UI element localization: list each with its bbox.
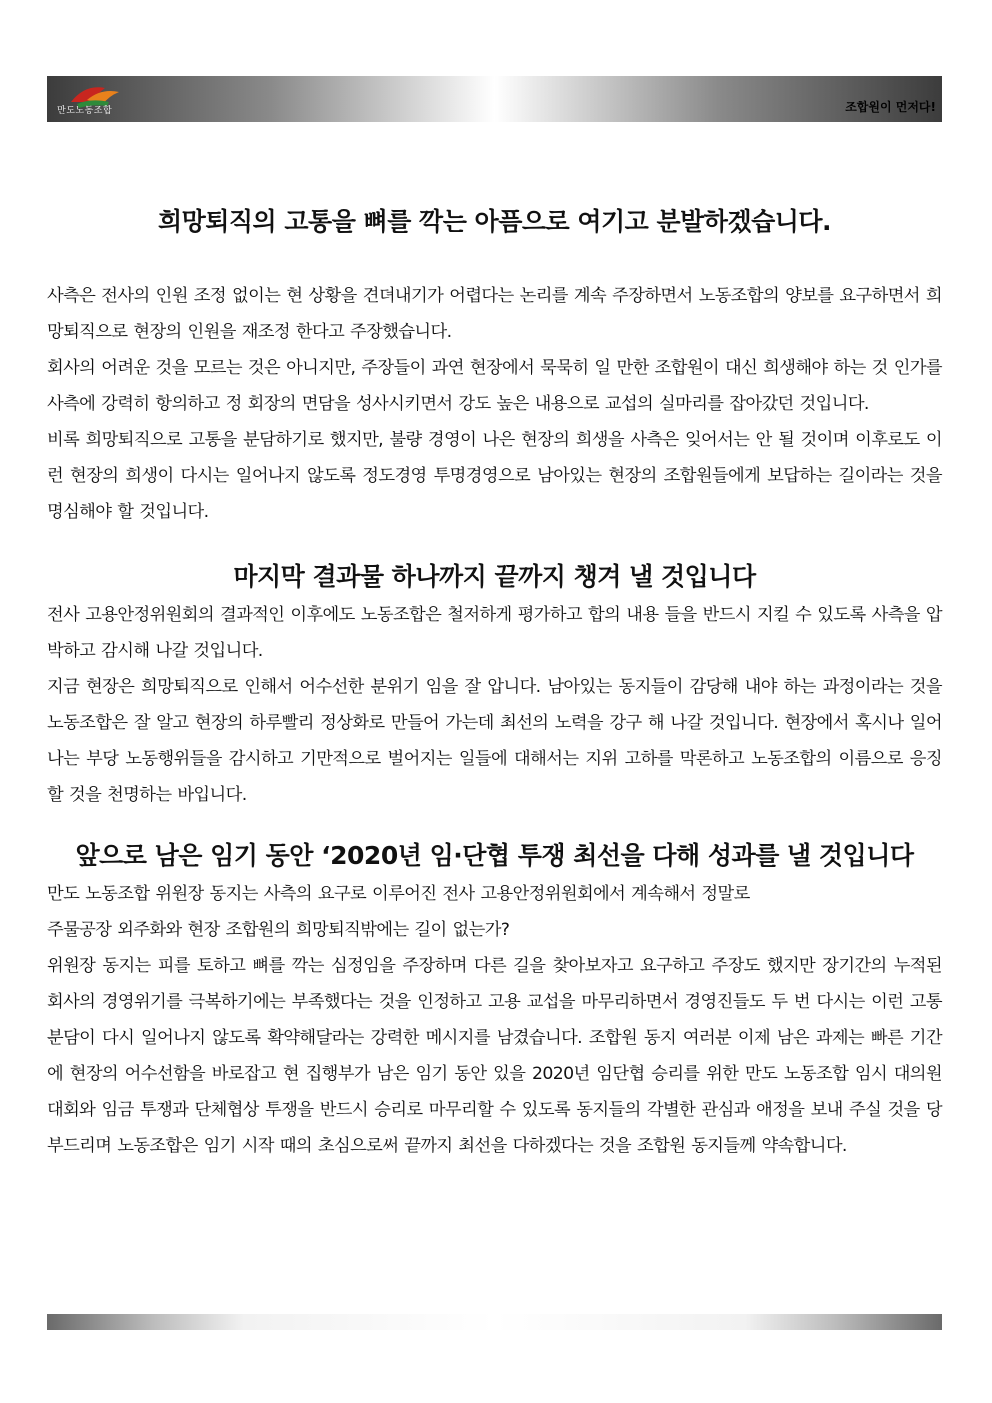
- footer-bar: [47, 1314, 942, 1330]
- section-followup: [47, 557, 942, 813]
- paragraph: 비록 희망퇴직으로 고통을 분담하기로 했지만, 불량 경영이 나은 현장의 희생을 사측은 잊어서는 안 될 것이며 이후로도 이런 현장의 희생이 다시는 일어나지 않도록 정도경영 투명경영으로 남아있는 현장의 조합원들에게 보답하는 길이라는 것을 명심해야 할 것입니다.: [47, 430, 942, 522]
- paragraph: 사측은 전사의 인원 조정 없이는 현 상황을 견뎌내기가 어렵다는 논리를 계속 주장하면서 노동조합의 양보를 요구하면서 희망퇴직으로 현장의 인원을 재조정 한다고 주장했습니다.: [47, 286, 942, 342]
- logo-text: 만도노동조합: [57, 106, 113, 116]
- paragraph: 주물공장 외주화와 현장 조합원의 희망퇴직밖에는 길이 없는가?: [47, 920, 510, 940]
- section-heading: 마지막 결과물 하나까지 끝까지 챙겨 낼 것입니다: [233, 562, 756, 591]
- article: [47, 180, 942, 1164]
- header-slogan: 조합원이 먼저다!: [845, 100, 936, 114]
- page-title: 희망퇴직의 고통을 뼈를 깍는 아픔으로 여기고 분발하겠습니다.: [157, 207, 832, 236]
- paragraph: 위원장 동지는 피를 토하고 뼈를 깍는 심정임을 주장하며 다른 길을 찾아보자고 요구하고 주장도 했지만 장기간의 누적된 회사의 경영위기를 극복하기에는 부족했다는 것을 인정하고 고용 교섭을 마무리하면서 경영진들도 두 번 다시는 이런 고통 분담이 다시 일어나지 않도록 확약해달라는 강력한 메시지를 남겼습니다. 조합원 동지 여러분 이제 남은 과제는 빠른 기간에 현장의 어수선함을 바로잡고 현 집행부가 남은 임기 동안 있을 2020년 임단협 승리를 위한 만도 노동조합 임시 대의원 대회와 임금 투쟁과 단체협상 투쟁을 반드시 승리로 마무리할 수 있도록 동지들의 각별한 관심과 애정을 보내 주실 것을 당부드리며 노동조합은 임기 시작 때의 초심으로써 끝까지 최선을 다하겠다는 것을 조합원 동지들께 약속합니다.: [47, 956, 942, 1156]
- paragraph: 지금 현장은 희망퇴직으로 인해서 어수선한 분위기 임을 잘 압니다. 남아있는 동지들이 감당해 내야 하는 과정이라는 것을 노동조합은 잘 알고 현장의 하루빨리 정상화로 만들어 가는데 최선의 노력을 강구 해 나갈 것입니다. 현장에서 혹시나 일어나는 부당 노동행위들을 감시하고 기만적으로 벌어지는 일들에 대해서는 지위 고하를 막론하고 노동조합의 이름으로 응징할 것을 천명하는 바입니다.: [47, 677, 942, 805]
- paragraph: 만도 노동조합 위원장 동지는 사측의 요구로 이루어진 전사 고용안정위원회에서 계속해서 정말로: [47, 884, 750, 904]
- paragraph: 회사의 어려운 것을 모르는 것은 아니지만, 주장들이 과연 현장에서 묵묵히 일 만한 조합원이 대신 희생해야 하는 것 인가를 사측에 강력히 항의하고 정 회장의 면담을 성사시키면서 강도 높은 내용으로 교섭의 실마리를 잡아갔던 것입니다.: [47, 358, 942, 414]
- section-intro: [47, 278, 942, 530]
- section-heading: 앞으로 남은 임기 동안 ‘2020년 임·단협 투쟁 최선을 다해 성과를 낼 것입니다: [75, 841, 914, 870]
- header-bar: [47, 76, 942, 122]
- section-remaining-term: [47, 836, 942, 1164]
- paragraph: 전사 고용안정위원회의 결과적인 이후에도 노동조합은 철저하게 평가하고 합의 내용 들을 반드시 지킬 수 있도록 사측을 압박하고 감시해 나갈 것입니다.: [47, 605, 942, 661]
